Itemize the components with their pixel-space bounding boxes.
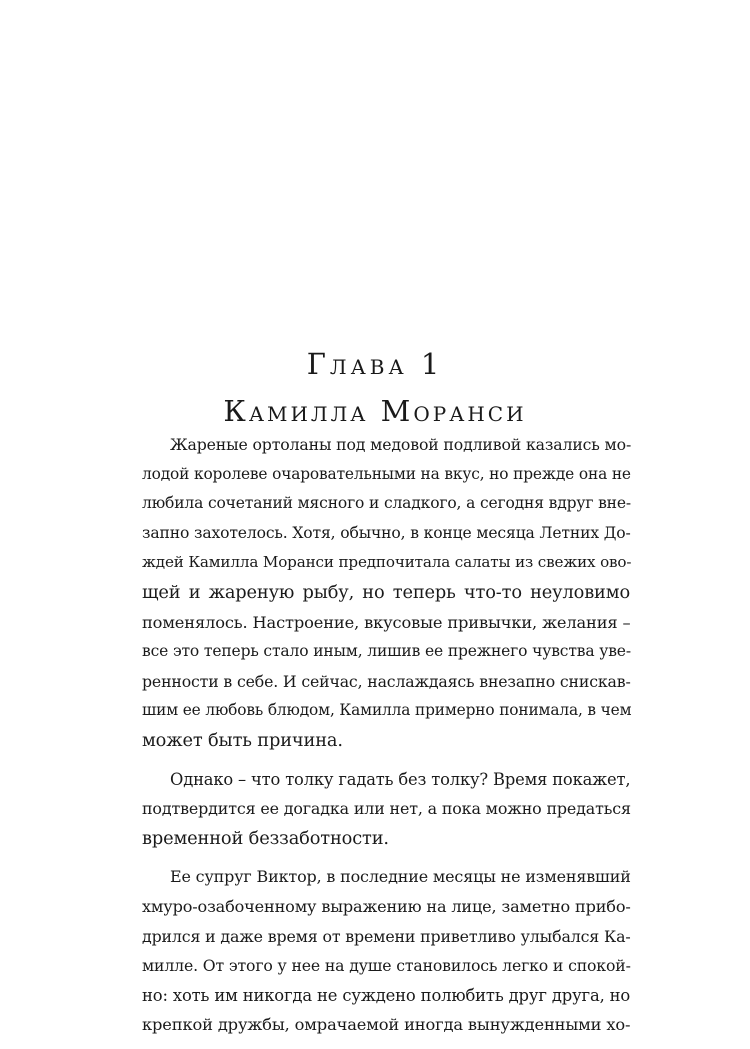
text-line: Жареные ортоланы под медовой подливой казались мо-: [170, 435, 632, 454]
text-line: запно захотелось. Хотя, обычно, в конце месяца Летних До-: [142, 523, 631, 542]
paragraph-1: [114, 430, 630, 756]
text-line: поменялось. Настроение, вкусовые привычки, желания –: [142, 612, 631, 632]
text-line: Однако – что толку гадать без толку? Время покажет,: [170, 769, 631, 789]
paragraph-3: [114, 862, 630, 1040]
text-line: все это теперь стало иным, лишив ее прежнего чувства уве-: [142, 642, 631, 661]
text-line: любила сочетаний мясного и сладкого, а сегодня вдруг вне-: [142, 494, 631, 513]
chapter-body: [114, 430, 630, 1049]
text-line: лодой королеве очаровательными на вкус, но прежде она не: [142, 464, 631, 483]
text-line: милле. От этого у нее на душе становилось легко и спокой-: [142, 956, 631, 976]
text-line: ренности в себе. И сейчас, наслаждаясь внезапно снискав-: [142, 671, 631, 691]
text-line: Ее супруг Виктор, в последние месяцы не изменявший: [170, 867, 631, 887]
text-line: шим ее любовь блюдом, Камилла примерно понимала, в чем: [142, 701, 632, 720]
chapter-number: Глава 1: [306, 347, 444, 381]
text-line: ждей Камилла Моранси предпочитала салаты из свежих ово-: [142, 553, 632, 572]
paragraph-2: [114, 765, 630, 854]
text-line: щей и жареную рыбу, но теперь что-то неуловимо: [142, 581, 630, 603]
text-line: дрился и даже время от времени приветливо улыбался Ка-: [142, 926, 631, 946]
text-line: может быть причина.: [142, 729, 343, 751]
text-line: подтвердится ее догадка или нет, а пока можно предаться: [142, 799, 631, 819]
text-line: временной беззаботности.: [142, 827, 389, 849]
text-line: крепкой дружбы, омрачаемой иногда вынужденными хо-: [142, 1015, 631, 1035]
text-line: но: хоть им никогда не суждено полюбить друг друга, но: [142, 985, 631, 1005]
chapter-title: Камилла Моранси: [223, 394, 527, 428]
text-line: хмуро-озабоченному выражению на лице, заметно прибо-: [142, 896, 631, 916]
